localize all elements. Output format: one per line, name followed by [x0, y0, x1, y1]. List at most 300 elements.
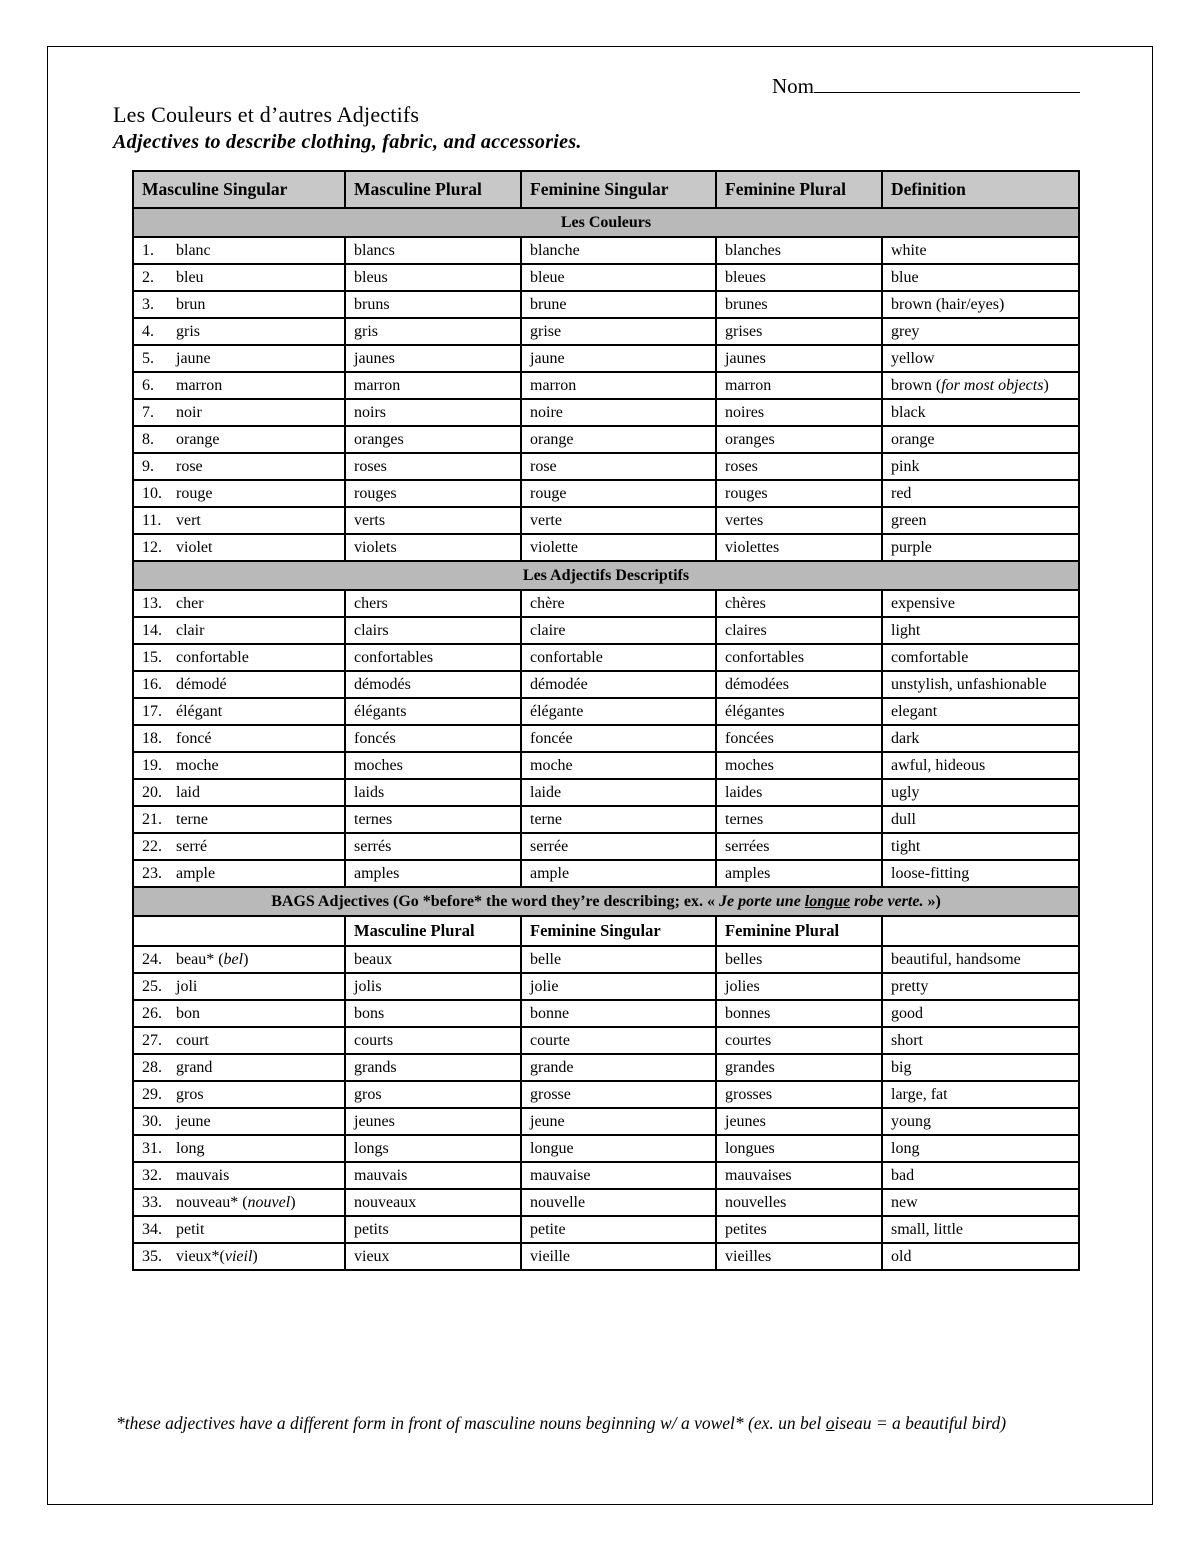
table-row [133, 973, 1079, 1000]
masculine-vowel-form: vieil [224, 1247, 253, 1265]
masculine-singular-cell [133, 237, 345, 264]
table-row [133, 1108, 1079, 1135]
feminine-singular-cell: violette [521, 534, 716, 561]
masculine-singular-cell [133, 1081, 345, 1108]
definition-cell [882, 1108, 1079, 1135]
masculine-singular-word: terne [176, 810, 208, 828]
masculine-singular-word: mauvais [176, 1166, 230, 1184]
masculine-singular-word: violet [176, 538, 213, 556]
vocabulary-table [132, 170, 1080, 1271]
definition-cell [882, 291, 1079, 318]
table-row [133, 1054, 1079, 1081]
definition-cell [882, 318, 1079, 345]
definition-text: big [891, 1058, 912, 1076]
definition-cell [882, 590, 1079, 617]
feminine-plural-cell: grises [716, 318, 882, 345]
masculine-vowel-form: nouvel [247, 1193, 291, 1211]
row-number: 8. [142, 430, 154, 448]
footnote [116, 1413, 1006, 1434]
definition-text: unstylish, unfashionable [891, 675, 1047, 693]
table-row [133, 617, 1079, 644]
masculine-singular-cell [133, 453, 345, 480]
definition-text: brown ( [891, 376, 942, 394]
feminine-plural-cell: brunes [716, 291, 882, 318]
definition-text: black [891, 403, 926, 421]
feminine-singular-cell: élégante [521, 698, 716, 725]
section-title-part: Je porte une [719, 892, 805, 910]
table-row [133, 1081, 1079, 1108]
feminine-singular-cell: terne [521, 806, 716, 833]
definition-cell [882, 725, 1079, 752]
feminine-plural-cell: foncées [716, 725, 882, 752]
feminine-plural-cell: vertes [716, 507, 882, 534]
feminine-plural-cell: vieilles [716, 1243, 882, 1270]
feminine-plural-cell: claires [716, 617, 882, 644]
definition-cell [882, 345, 1079, 372]
masculine-singular-cell [133, 833, 345, 860]
masculine-singular-cell [133, 644, 345, 671]
vocabulary-table-body [133, 208, 1079, 1270]
feminine-singular-cell: petite [521, 1216, 716, 1243]
masculine-plural-cell: gris [345, 318, 521, 345]
feminine-singular-cell: jaune [521, 345, 716, 372]
feminine-singular-cell: noire [521, 399, 716, 426]
row-number: 22. [142, 837, 162, 855]
feminine-singular-cell: chère [521, 590, 716, 617]
row-number: 16. [142, 675, 162, 693]
row-number: 1. [142, 241, 154, 259]
feminine-plural-cell: bleues [716, 264, 882, 291]
masculine-singular-word: laid [176, 783, 200, 801]
masculine-plural-cell: grands [345, 1054, 521, 1081]
masculine-singular-word: jeune [176, 1112, 211, 1130]
definition-text: long [891, 1139, 920, 1157]
subheader-cell [133, 916, 345, 946]
section-title-part: BAGS Adjectives (Go *before* the word they’re describing; ex. « [271, 892, 720, 910]
masculine-singular-cell [133, 752, 345, 779]
masculine-plural-cell: foncés [345, 725, 521, 752]
feminine-singular-cell: mauvaise [521, 1162, 716, 1189]
feminine-plural-cell: grosses [716, 1081, 882, 1108]
definition-cell [882, 426, 1079, 453]
section-title-part: ») [923, 892, 941, 910]
table-row [133, 480, 1079, 507]
table-row [133, 318, 1079, 345]
masculine-plural-cell: moches [345, 752, 521, 779]
row-number: 19. [142, 756, 162, 774]
section-title-part: robe verte. [850, 892, 924, 910]
table-row [133, 590, 1079, 617]
definition-cell [882, 973, 1079, 1000]
feminine-plural-cell: serrées [716, 833, 882, 860]
masculine-singular-word: marron [176, 376, 223, 394]
masculine-singular-word: court [176, 1031, 209, 1049]
masculine-plural-cell: bleus [345, 264, 521, 291]
masculine-singular-word: serré [176, 837, 208, 855]
definition-text: purple [891, 538, 932, 556]
definition-text: tight [891, 837, 921, 855]
table-row [133, 345, 1079, 372]
table-header-row [133, 171, 1079, 208]
masculine-plural-cell: marron [345, 372, 521, 399]
subheader-cell: Feminine Plural [716, 916, 882, 946]
feminine-plural-cell: mauvaises [716, 1162, 882, 1189]
masculine-singular-cell [133, 617, 345, 644]
masculine-singular-word: bleu [176, 268, 204, 286]
subheader-cell: Masculine Plural [345, 916, 521, 946]
table-row [133, 752, 1079, 779]
page-title: Les Couleurs et d’autres Adjectifs [113, 102, 420, 127]
masculine-singular-cell [133, 534, 345, 561]
masculine-singular-cell [133, 671, 345, 698]
table-row [133, 644, 1079, 671]
masculine-singular-cell [133, 372, 345, 399]
masculine-singular-word: ample [176, 864, 216, 882]
row-number: 34. [142, 1220, 162, 1238]
feminine-plural-cell: jolies [716, 973, 882, 1000]
row-number: 9. [142, 457, 154, 475]
feminine-plural-cell: marron [716, 372, 882, 399]
masculine-plural-cell: longs [345, 1135, 521, 1162]
feminine-singular-cell: ample [521, 860, 716, 887]
masculine-plural-cell: petits [345, 1216, 521, 1243]
masculine-singular-cell [133, 725, 345, 752]
feminine-singular-cell: verte [521, 507, 716, 534]
masculine-singular-cell [133, 318, 345, 345]
feminine-singular-cell: foncée [521, 725, 716, 752]
section-title: Les Couleurs [133, 208, 1079, 237]
masculine-singular-cell [133, 345, 345, 372]
masculine-singular-word: cher [176, 594, 204, 612]
row-number: 21. [142, 810, 162, 828]
definition-text: light [891, 621, 921, 639]
masculine-singular-word: beau* ( [176, 950, 224, 968]
masculine-plural-cell: élégants [345, 698, 521, 725]
table-row [133, 860, 1079, 887]
definition-text: yellow [891, 349, 935, 367]
definition-cell [882, 1054, 1079, 1081]
masculine-plural-cell: mauvais [345, 1162, 521, 1189]
masculine-plural-cell: amples [345, 860, 521, 887]
definition-text: comfortable [891, 648, 969, 666]
masculine-plural-cell: blancs [345, 237, 521, 264]
feminine-plural-cell: jeunes [716, 1108, 882, 1135]
column-header-masculine-singular: Masculine Singular [133, 171, 345, 208]
feminine-singular-cell: brune [521, 291, 716, 318]
definition-text: awful, hideous [891, 756, 986, 774]
masculine-singular-cell [133, 399, 345, 426]
masculine-singular-cell [133, 779, 345, 806]
feminine-plural-cell: courtes [716, 1027, 882, 1054]
feminine-plural-cell: belles [716, 946, 882, 973]
feminine-plural-cell: noires [716, 399, 882, 426]
masculine-plural-cell: violets [345, 534, 521, 561]
masculine-plural-cell: rouges [345, 480, 521, 507]
masculine-singular-cell [133, 507, 345, 534]
definition-cell [882, 1000, 1079, 1027]
definition-cell [882, 779, 1079, 806]
definition-cell [882, 946, 1079, 973]
masculine-singular-word: brun [176, 295, 206, 313]
feminine-plural-cell: violettes [716, 534, 882, 561]
feminine-singular-cell: rose [521, 453, 716, 480]
masculine-singular-word: moche [176, 756, 219, 774]
row-number: 12. [142, 538, 162, 556]
masculine-plural-cell: vieux [345, 1243, 521, 1270]
masculine-singular-cell [133, 426, 345, 453]
feminine-plural-cell: roses [716, 453, 882, 480]
column-header-masculine-plural: Masculine Plural [345, 171, 521, 208]
masculine-plural-cell: noirs [345, 399, 521, 426]
masculine-singular-word: blanc [176, 241, 211, 259]
row-number: 11. [142, 511, 162, 529]
feminine-plural-cell: jaunes [716, 345, 882, 372]
definition-text: green [891, 511, 927, 529]
table-row [133, 806, 1079, 833]
masculine-plural-cell: courts [345, 1027, 521, 1054]
definition-cell [882, 534, 1079, 561]
feminine-plural-cell: longues [716, 1135, 882, 1162]
row-number: 33. [142, 1193, 162, 1211]
table-row [133, 1135, 1079, 1162]
masculine-singular-word: gros [176, 1085, 204, 1103]
row-number: 26. [142, 1004, 162, 1022]
feminine-singular-cell: moche [521, 752, 716, 779]
masculine-plural-cell: jeunes [345, 1108, 521, 1135]
masculine-plural-cell: beaux [345, 946, 521, 973]
footnote-text: *these adjectives have a different form in front of masculine nouns beginning w/ a vowel* (ex. un bel [116, 1413, 826, 1433]
definition-text: small, little [891, 1220, 963, 1238]
definition-cell [882, 806, 1079, 833]
table-row [133, 399, 1079, 426]
table-row [133, 534, 1079, 561]
section-header-row [133, 887, 1079, 916]
masculine-singular-word: vert [176, 511, 201, 529]
definition-cell [882, 1162, 1079, 1189]
feminine-singular-cell: laide [521, 779, 716, 806]
table-row [133, 1000, 1079, 1027]
masculine-singular-word: foncé [176, 729, 212, 747]
definition-cell [882, 372, 1079, 399]
definition-cell [882, 617, 1079, 644]
masculine-plural-cell: gros [345, 1081, 521, 1108]
masculine-singular-cell [133, 291, 345, 318]
masculine-singular-word: rouge [176, 484, 213, 502]
masculine-plural-cell: chers [345, 590, 521, 617]
definition-text: brown (hair/eyes) [891, 295, 1005, 313]
masculine-vowel-form: bel [223, 950, 244, 968]
row-number: 13. [142, 594, 162, 612]
row-number: 25. [142, 977, 162, 995]
footnote-underlined-letter: o [825, 1413, 835, 1433]
masculine-singular-word: jaune [176, 349, 211, 367]
table-row [133, 1216, 1079, 1243]
definition-text: white [891, 241, 927, 259]
subheader-cell [882, 916, 1079, 946]
feminine-plural-cell: nouvelles [716, 1189, 882, 1216]
section-title [133, 887, 1079, 916]
table-row [133, 725, 1079, 752]
masculine-vowel-form-close: ) [290, 1193, 296, 1211]
feminine-plural-cell: amples [716, 860, 882, 887]
table-row [133, 426, 1079, 453]
feminine-plural-cell: démodées [716, 671, 882, 698]
masculine-vowel-form-close: ) [252, 1247, 258, 1265]
row-number: 18. [142, 729, 162, 747]
definition-text: pink [891, 457, 920, 475]
definition-text: grey [891, 322, 920, 340]
table-row [133, 507, 1079, 534]
masculine-singular-cell [133, 860, 345, 887]
definition-text: dark [891, 729, 920, 747]
feminine-singular-cell: longue [521, 1135, 716, 1162]
feminine-singular-cell: belle [521, 946, 716, 973]
feminine-singular-cell: serrée [521, 833, 716, 860]
feminine-plural-cell: moches [716, 752, 882, 779]
definition-cell [882, 507, 1079, 534]
definition-cell [882, 480, 1079, 507]
feminine-singular-cell: jolie [521, 973, 716, 1000]
masculine-singular-cell [133, 946, 345, 973]
masculine-singular-cell [133, 1162, 345, 1189]
masculine-singular-word: orange [176, 430, 220, 448]
masculine-singular-word: élégant [176, 702, 223, 720]
feminine-singular-cell: grande [521, 1054, 716, 1081]
name-blank-line[interactable] [814, 72, 1080, 93]
feminine-plural-cell: laides [716, 779, 882, 806]
feminine-singular-cell: marron [521, 372, 716, 399]
definition-text: old [891, 1247, 912, 1265]
row-number: 10. [142, 484, 162, 502]
definition-text: pretty [891, 977, 929, 995]
definition-cell [882, 1081, 1079, 1108]
section-header-row [133, 208, 1079, 237]
masculine-plural-cell: laids [345, 779, 521, 806]
masculine-plural-cell: démodés [345, 671, 521, 698]
definition-text: ugly [891, 783, 920, 801]
feminine-singular-cell: démodée [521, 671, 716, 698]
definition-text: good [891, 1004, 923, 1022]
subheader-cell: Feminine Singular [521, 916, 716, 946]
masculine-singular-cell [133, 1027, 345, 1054]
feminine-singular-cell: rouge [521, 480, 716, 507]
table-row [133, 237, 1079, 264]
table-row [133, 833, 1079, 860]
row-number: 17. [142, 702, 162, 720]
masculine-singular-cell [133, 1216, 345, 1243]
table-row [133, 1027, 1079, 1054]
row-number: 31. [142, 1139, 162, 1157]
table-row [133, 1162, 1079, 1189]
feminine-singular-cell: grise [521, 318, 716, 345]
row-number: 27. [142, 1031, 162, 1049]
masculine-singular-cell [133, 1000, 345, 1027]
feminine-singular-cell: orange [521, 426, 716, 453]
masculine-singular-cell [133, 1108, 345, 1135]
masculine-singular-cell [133, 806, 345, 833]
feminine-plural-cell: grandes [716, 1054, 882, 1081]
feminine-singular-cell: nouvelle [521, 1189, 716, 1216]
feminine-singular-cell: courte [521, 1027, 716, 1054]
masculine-singular-word: petit [176, 1220, 205, 1238]
section-header-row [133, 561, 1079, 590]
masculine-singular-cell [133, 480, 345, 507]
feminine-plural-cell: confortables [716, 644, 882, 671]
definition-note-close: ) [1043, 376, 1049, 394]
masculine-singular-word: grand [176, 1058, 213, 1076]
table-row [133, 1243, 1079, 1270]
feminine-singular-cell: bonne [521, 1000, 716, 1027]
definition-cell [882, 644, 1079, 671]
definition-text: bad [891, 1166, 915, 1184]
column-header-feminine-singular: Feminine Singular [521, 171, 716, 208]
row-number: 2. [142, 268, 154, 286]
masculine-singular-cell [133, 590, 345, 617]
row-number: 15. [142, 648, 162, 666]
name-label: Nom [772, 74, 814, 98]
table-row [133, 779, 1079, 806]
row-number: 28. [142, 1058, 162, 1076]
definition-cell [882, 752, 1079, 779]
masculine-plural-cell: verts [345, 507, 521, 534]
masculine-plural-cell: confortables [345, 644, 521, 671]
definition-text: red [891, 484, 912, 502]
row-number: 4. [142, 322, 154, 340]
feminine-plural-cell: chères [716, 590, 882, 617]
definition-cell [882, 1243, 1079, 1270]
masculine-singular-word: long [176, 1139, 205, 1157]
table-row [133, 372, 1079, 399]
masculine-singular-word: bon [176, 1004, 200, 1022]
table-row [133, 946, 1079, 973]
definition-cell [882, 399, 1079, 426]
masculine-plural-cell: bons [345, 1000, 521, 1027]
masculine-singular-word: clair [176, 621, 205, 639]
table-row [133, 453, 1079, 480]
row-number: 35. [142, 1247, 162, 1265]
table-row [133, 671, 1079, 698]
table-row [133, 291, 1079, 318]
table-row [133, 264, 1079, 291]
definition-text: short [891, 1031, 923, 1049]
section-title-part: longue [804, 892, 851, 910]
row-number: 7. [142, 403, 154, 421]
definition-text: dull [891, 810, 916, 828]
column-header-definition: Definition [882, 171, 1079, 208]
row-number: 30. [142, 1112, 162, 1130]
definition-text: young [891, 1112, 931, 1130]
definition-cell [882, 833, 1079, 860]
definition-text: blue [891, 268, 919, 286]
row-number: 29. [142, 1085, 162, 1103]
masculine-singular-word: joli [176, 977, 198, 995]
row-number: 5. [142, 349, 154, 367]
masculine-singular-word: rose [176, 457, 203, 475]
masculine-plural-cell: jolis [345, 973, 521, 1000]
definition-cell [882, 671, 1079, 698]
feminine-singular-cell: bleue [521, 264, 716, 291]
page-subtitle: Adjectives to describe clothing, fabric, and accessories. [113, 131, 582, 153]
name-field[interactable] [772, 72, 1080, 99]
definition-note: for most objects [941, 376, 1044, 394]
row-number: 14. [142, 621, 162, 639]
masculine-singular-word: noir [176, 403, 202, 421]
feminine-plural-cell: bonnes [716, 1000, 882, 1027]
row-number: 23. [142, 864, 162, 882]
definition-text: orange [891, 430, 935, 448]
definition-cell [882, 1135, 1079, 1162]
masculine-singular-word: confortable [176, 648, 249, 666]
